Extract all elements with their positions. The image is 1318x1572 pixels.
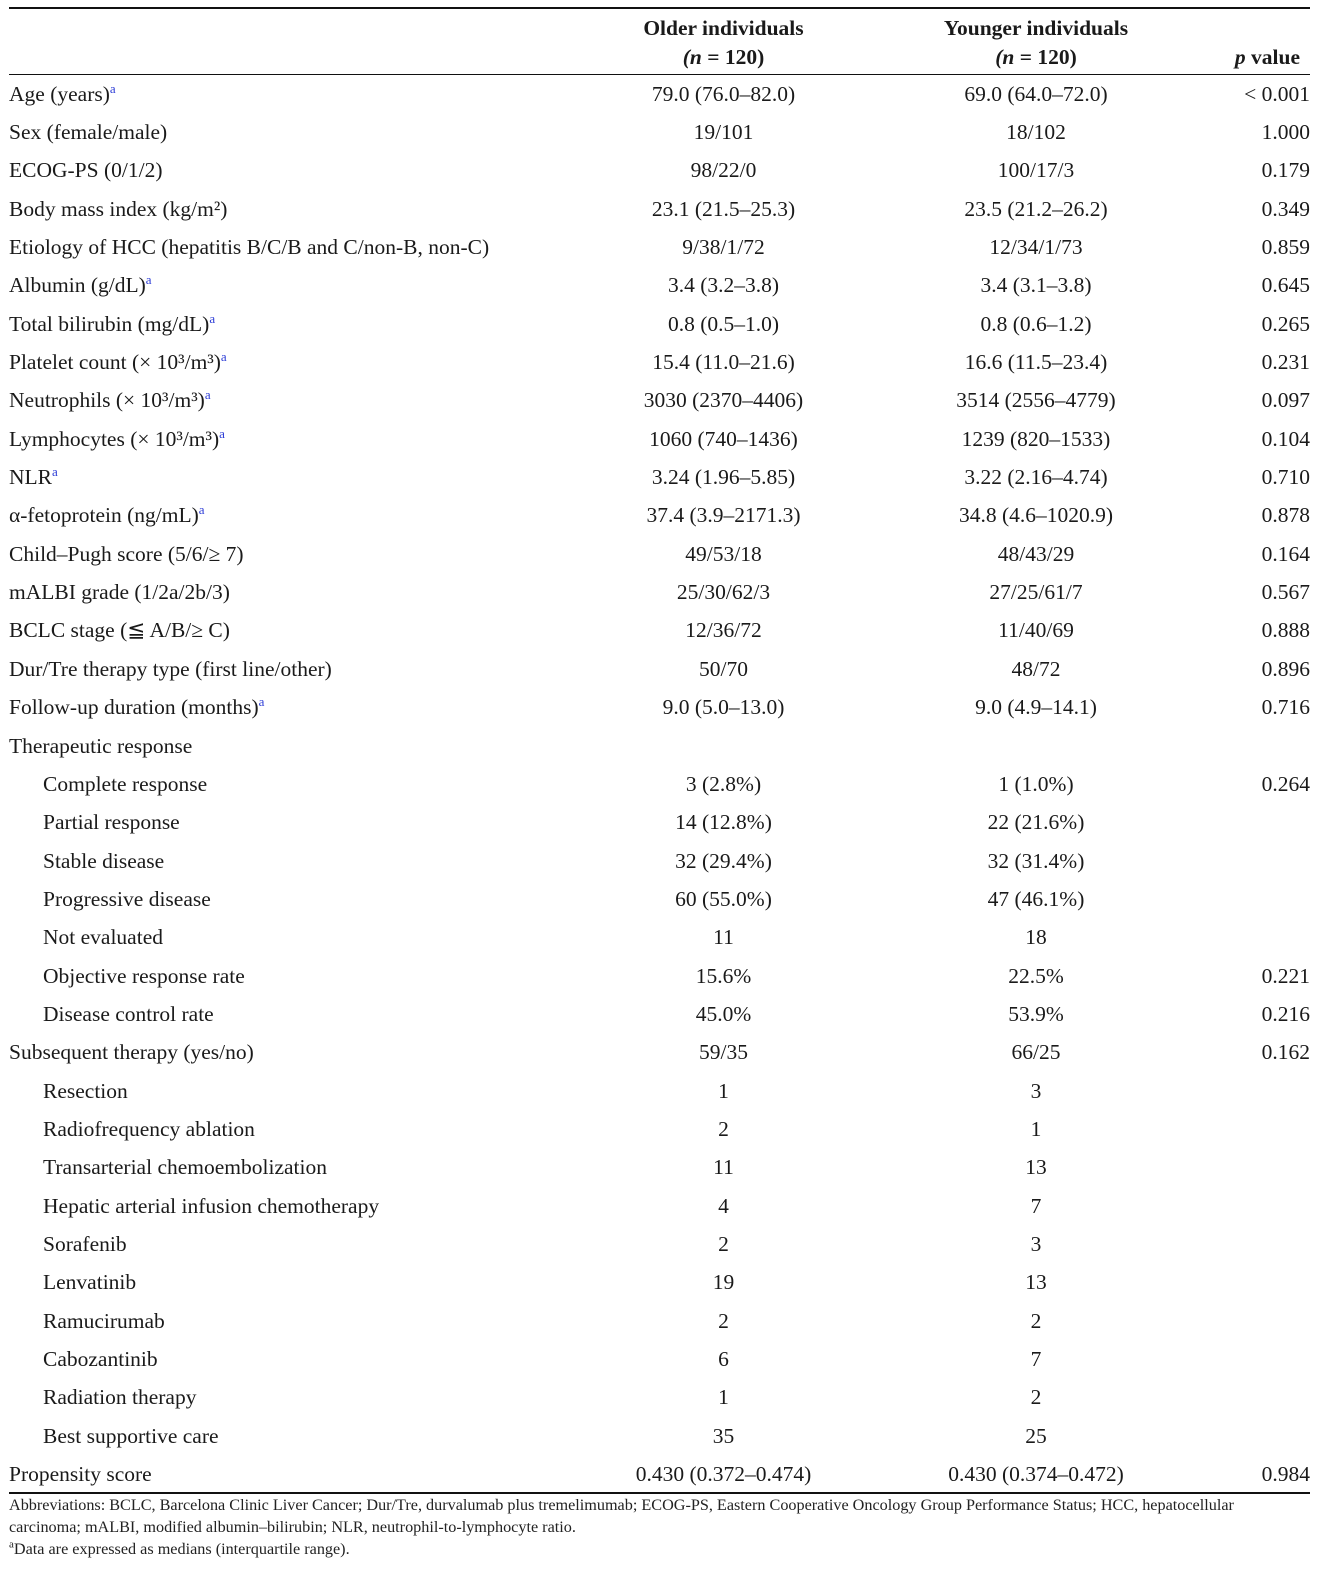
footnote-marker: a [52, 463, 58, 479]
row-label [9, 1417, 576, 1455]
row-label [9, 726, 576, 764]
younger-value: 0.8 (0.6–1.2) [980, 311, 1092, 336]
row-label-text: ECOG-PS (0/1/2) [9, 158, 163, 183]
table-row [9, 458, 1310, 496]
p-value [1201, 1340, 1310, 1378]
header-younger [871, 8, 1201, 75]
table-row [9, 228, 1310, 266]
older-value: 1060 (740–1436) [649, 426, 798, 451]
younger-value: 2 [1030, 1308, 1042, 1333]
row-label [9, 956, 576, 994]
younger-value: 27/25/61/7 [989, 580, 1083, 605]
p-value [1201, 1263, 1310, 1301]
p-value: 0.264 [1261, 771, 1310, 796]
footnote-marker: a [220, 348, 227, 364]
younger-value: 7 [1030, 1193, 1042, 1218]
row-label-text: Body mass index (kg/m²) [9, 196, 228, 221]
row-label-text: Transarterial chemoembolization [43, 1155, 327, 1180]
older-value: 1 [718, 1078, 729, 1103]
older-value: 49/53/18 [685, 541, 762, 566]
median-note [9, 1538, 1299, 1560]
older-value: 2 [718, 1116, 729, 1141]
p-value: 0.231 [1261, 350, 1310, 375]
table-header [9, 8, 1310, 75]
table-row [9, 343, 1310, 381]
older-value: 3 (2.8%) [685, 771, 762, 796]
p-value: 0.567 [1261, 580, 1310, 605]
p-value [1201, 1148, 1310, 1186]
younger-value: 1239 (820–1533) [961, 426, 1111, 451]
table-row [9, 305, 1310, 343]
row-label [9, 880, 576, 918]
row-label [9, 573, 576, 611]
footnote-marker: a [219, 425, 225, 441]
younger-value: 23.5 (21.2–26.2) [964, 196, 1108, 221]
p-value: 0.888 [1261, 618, 1310, 643]
older-value: 79.0 (76.0–82.0) [651, 81, 796, 106]
row-label-text: Dur/Tre therapy type (first line/other) [9, 656, 332, 681]
header-characteristic [9, 8, 576, 75]
younger-value: 2 [1030, 1385, 1042, 1410]
table-row [9, 535, 1310, 573]
table-row [9, 803, 1310, 841]
median-note-marker: a [9, 1538, 14, 1551]
header-older [576, 8, 871, 75]
older-value: 4 [718, 1193, 729, 1218]
row-label [9, 496, 576, 534]
younger-value [871, 726, 1201, 764]
row-label-text: Radiofrequency ablation [43, 1116, 255, 1141]
row-label-text: Platelet count (× 10³/m³) [9, 350, 221, 375]
row-label-text: mALBI grade (1/2a/2b/3) [9, 580, 230, 605]
table-row [9, 918, 1310, 956]
p-value: 0.896 [1261, 656, 1310, 681]
younger-value: 3.4 (3.1–3.8) [980, 273, 1092, 298]
row-label-text: Albumin (g/dL) [9, 273, 146, 298]
younger-value: 7 [1030, 1347, 1042, 1372]
p-value: 0.265 [1261, 311, 1310, 336]
p-value: 0.162 [1261, 1040, 1310, 1065]
younger-value: 12/34/1/73 [989, 235, 1083, 260]
older-value: 2 [718, 1308, 729, 1333]
row-label [9, 765, 576, 803]
p-value: 0.645 [1261, 273, 1310, 298]
row-label [9, 688, 576, 726]
older-value [576, 726, 871, 764]
younger-value: 32 (31.4%) [987, 848, 1085, 873]
p-value [1201, 1071, 1310, 1109]
table-row [9, 611, 1310, 649]
row-label-text: Neutrophils (× 10³/m³) [9, 388, 205, 413]
row-label-text: Cabozantinib [43, 1347, 158, 1372]
younger-value: 69.0 (64.0–72.0) [964, 81, 1108, 106]
table-row [9, 1455, 1310, 1493]
p-value: 1.000 [1261, 120, 1310, 145]
younger-value: 0.430 (0.374–0.472) [948, 1461, 1124, 1486]
row-label-text: Stable disease [43, 848, 165, 873]
p-value [1201, 1378, 1310, 1416]
older-value: 37.4 (3.9–2171.3) [646, 503, 801, 528]
table-row [9, 151, 1310, 189]
baseline-characteristics-table [9, 7, 1310, 1494]
row-label [9, 1110, 576, 1148]
row-label [9, 1033, 576, 1071]
younger-value: 3.22 (2.16–4.74) [964, 465, 1108, 490]
header-older-n: (n = 120) [682, 45, 765, 69]
older-value: 11 [713, 925, 734, 950]
table-row [9, 113, 1310, 151]
table-row [9, 880, 1310, 918]
header-younger-n: (n = 120) [995, 45, 1077, 69]
older-value: 45.0% [695, 1001, 752, 1026]
older-value: 15.4 (11.0–21.6) [652, 350, 795, 375]
row-label [9, 1186, 576, 1224]
table-row [9, 1033, 1310, 1071]
row-label-text: Etiology of HCC (hepatitis B/C/B and C/non-B, non-C) [9, 235, 490, 260]
row-label [9, 381, 576, 419]
table-row [9, 496, 1310, 534]
younger-value: 25 [1025, 1423, 1047, 1448]
p-value: 0.878 [1261, 503, 1310, 528]
p-value: 0.716 [1261, 695, 1310, 720]
header-older-title: Older individuals [643, 16, 804, 40]
p-value: 0.221 [1261, 963, 1310, 988]
older-value: 25/30/62/3 [676, 580, 771, 605]
row-label-text: Lenvatinib [43, 1270, 137, 1295]
older-value: 19 [712, 1270, 735, 1295]
footnote-marker: a [109, 80, 116, 96]
p-value: < 0.001 [1244, 81, 1310, 106]
younger-value: 3 [1030, 1078, 1042, 1103]
younger-value: 34.8 (4.6–1020.9) [958, 503, 1114, 528]
younger-value: 18 [1025, 925, 1047, 950]
row-label-text: Propensity score [9, 1461, 152, 1486]
row-label [9, 803, 576, 841]
table-row [9, 75, 1310, 113]
older-value: 59/35 [699, 1040, 748, 1065]
p-value [1201, 726, 1310, 764]
table-row [9, 1378, 1310, 1416]
header-pvalue: p value [1234, 45, 1300, 69]
older-value: 9/38/1/72 [682, 235, 765, 260]
older-value: 0.430 (0.372–0.474) [635, 1461, 812, 1486]
row-label [9, 841, 576, 879]
row-label-text: Hepatic arterial infusion chemotherapy [43, 1193, 380, 1218]
row-label [9, 151, 576, 189]
footnote-marker: a [204, 387, 211, 403]
p-value [1201, 1302, 1310, 1340]
older-value: 98/22/0 [690, 158, 757, 183]
row-label-text: NLR [9, 465, 52, 490]
table-row [9, 688, 1310, 726]
table-row [9, 266, 1310, 304]
row-label [9, 1455, 576, 1493]
p-value: 0.164 [1261, 541, 1310, 566]
younger-value: 3 [1030, 1231, 1042, 1256]
table-row [9, 1302, 1310, 1340]
older-value: 3.24 (1.96–5.85) [651, 465, 796, 490]
row-label [9, 305, 576, 343]
footnote-marker: a [198, 502, 205, 518]
table-row [9, 190, 1310, 228]
younger-value: 13 [1025, 1155, 1047, 1180]
row-label [9, 420, 576, 458]
row-label [9, 1071, 576, 1109]
table-row [9, 1071, 1310, 1109]
table-row [9, 956, 1310, 994]
row-label-text: α-fetoprotein (ng/mL) [9, 503, 199, 528]
younger-value: 100/17/3 [997, 158, 1075, 183]
row-label [9, 535, 576, 573]
older-value: 2 [718, 1231, 729, 1256]
older-value: 15.6% [695, 963, 752, 988]
row-label-text: Complete response [43, 771, 208, 796]
row-label [9, 1340, 576, 1378]
table-row [9, 573, 1310, 611]
table-row [9, 765, 1310, 803]
row-label-text: Age (years) [9, 81, 110, 106]
p-value [1201, 841, 1310, 879]
median-note-text: Data are expressed as medians (interquartile range). [13, 1540, 350, 1558]
p-value [1201, 1417, 1310, 1455]
row-label [9, 343, 576, 381]
table-row [9, 995, 1310, 1033]
younger-value: 22 (21.6%) [987, 810, 1085, 835]
row-label [9, 1148, 576, 1186]
row-label [9, 611, 576, 649]
row-label [9, 650, 576, 688]
older-value: 19/101 [693, 120, 754, 145]
p-value [1201, 1186, 1310, 1224]
row-label-text: BCLC stage (≦ A/B/≥ C) [9, 618, 230, 643]
older-value: 14 (12.8%) [675, 810, 772, 835]
row-label-text: Disease control rate [43, 1001, 214, 1026]
younger-value: 22.5% [1008, 963, 1064, 988]
row-label [9, 1302, 576, 1340]
table-row [9, 841, 1310, 879]
younger-value: 66/25 [1011, 1040, 1061, 1065]
table-row [9, 1110, 1310, 1148]
row-label-text: Follow-up duration (months) [9, 695, 259, 720]
younger-value: 53.9% [1008, 1001, 1064, 1026]
p-value: 0.104 [1261, 426, 1310, 451]
footnote-marker: a [258, 694, 265, 710]
table-row [9, 381, 1310, 419]
table-row [9, 1417, 1310, 1455]
row-label-text: Sex (female/male) [9, 120, 168, 145]
row-label [9, 1378, 576, 1416]
p-value: 0.984 [1261, 1461, 1310, 1486]
p-value [1201, 803, 1310, 841]
row-label [9, 113, 576, 151]
footnote-marker: a [209, 310, 216, 326]
row-label [9, 1263, 576, 1301]
younger-value: 48/72 [1011, 656, 1061, 681]
header-younger-title: Younger individuals [943, 16, 1129, 40]
footnote-marker: a [145, 272, 152, 288]
older-value: 0.8 (0.5–1.0) [667, 311, 780, 336]
row-label [9, 995, 576, 1033]
table-row [9, 1340, 1310, 1378]
row-label-text: Objective response rate [43, 963, 245, 988]
older-value: 1 [718, 1385, 729, 1410]
row-label [9, 266, 576, 304]
table-body [9, 75, 1310, 1494]
younger-value: 1 [1030, 1116, 1042, 1141]
row-label-text: Child–Pugh score (5/6/≥ 7) [9, 541, 244, 566]
p-value [1201, 880, 1310, 918]
abbreviations-note: Abbreviations: BCLC, Barcelona Clinic Liver Cancer; Dur/Tre, durvalumab plus tremelimumab; ECOG-PS, Eastern Cooperative Oncology Group Performance Status; HCC, hepatocellular carcinoma; mALBI, modified albumin–bilirubin; NLR, neutrophil-to-lymphocyte ratio. [9, 1496, 1234, 1536]
row-label [9, 458, 576, 496]
older-value: 3.4 (3.2–3.8) [667, 273, 780, 298]
younger-value: 18/102 [1006, 120, 1066, 145]
table-row [9, 1263, 1310, 1301]
row-label-text: Total bilirubin (mg/dL) [9, 311, 210, 336]
p-value: 0.349 [1261, 196, 1310, 221]
p-value [1201, 918, 1310, 956]
younger-value: 16.6 (11.5–23.4) [964, 350, 1108, 375]
younger-value: 11/40/69 [998, 618, 1074, 643]
older-value: 50/70 [699, 656, 748, 681]
row-label-text: Therapeutic response [9, 733, 193, 758]
older-value: 9.0 (5.0–13.0) [662, 695, 785, 720]
row-label-text: Radiation therapy [43, 1385, 197, 1410]
table-row [9, 650, 1310, 688]
row-label [9, 228, 576, 266]
row-label-text: Partial response [43, 810, 180, 835]
younger-value: 9.0 (4.9–14.1) [975, 695, 1097, 720]
p-value: 0.097 [1261, 388, 1310, 413]
p-value [1201, 1225, 1310, 1263]
older-value: 12/36/72 [685, 618, 762, 643]
row-label-text: Best supportive care [43, 1423, 219, 1448]
table-row [9, 1186, 1310, 1224]
header-row [9, 8, 1310, 75]
p-value [1201, 1110, 1310, 1148]
baseline-characteristics-table-wrap [9, 7, 1310, 1494]
younger-value: 47 (46.1%) [987, 886, 1085, 911]
older-value: 3030 (2370–4406) [643, 388, 804, 413]
table-row [9, 1148, 1310, 1186]
row-label [9, 918, 576, 956]
older-value: 60 (55.0%) [675, 886, 772, 911]
p-value: 0.179 [1261, 158, 1310, 183]
p-value: 0.859 [1261, 235, 1310, 260]
younger-value: 13 [1025, 1270, 1047, 1295]
row-label-text: Subsequent therapy (yes/no) [9, 1040, 254, 1065]
row-label-text: Resection [43, 1078, 128, 1103]
row-label-text: Lymphocytes (× 10³/m³) [9, 426, 220, 451]
row-label [9, 75, 576, 113]
table-row [9, 420, 1310, 458]
table-row [9, 726, 1310, 764]
row-label-text: Ramucirumab [43, 1308, 165, 1333]
older-value: 11 [713, 1155, 734, 1180]
younger-value: 1 (1.0%) [998, 771, 1074, 796]
p-value: 0.710 [1261, 465, 1310, 490]
table-row [9, 1225, 1310, 1263]
older-value: 6 [718, 1347, 729, 1372]
row-label [9, 190, 576, 228]
table-footnotes [9, 1494, 1299, 1560]
p-value: 0.216 [1261, 1001, 1310, 1026]
younger-value: 48/43/29 [997, 541, 1075, 566]
row-label [9, 1225, 576, 1263]
older-value: 32 (29.4%) [675, 848, 772, 873]
older-value: 35 [712, 1423, 735, 1448]
row-label-text: Sorafenib [43, 1231, 127, 1256]
row-label-text: Progressive disease [43, 886, 211, 911]
younger-value: 3514 (2556–4779) [956, 388, 1116, 413]
older-value: 23.1 (21.5–25.3) [651, 196, 796, 221]
row-label-text: Not evaluated [43, 925, 163, 950]
